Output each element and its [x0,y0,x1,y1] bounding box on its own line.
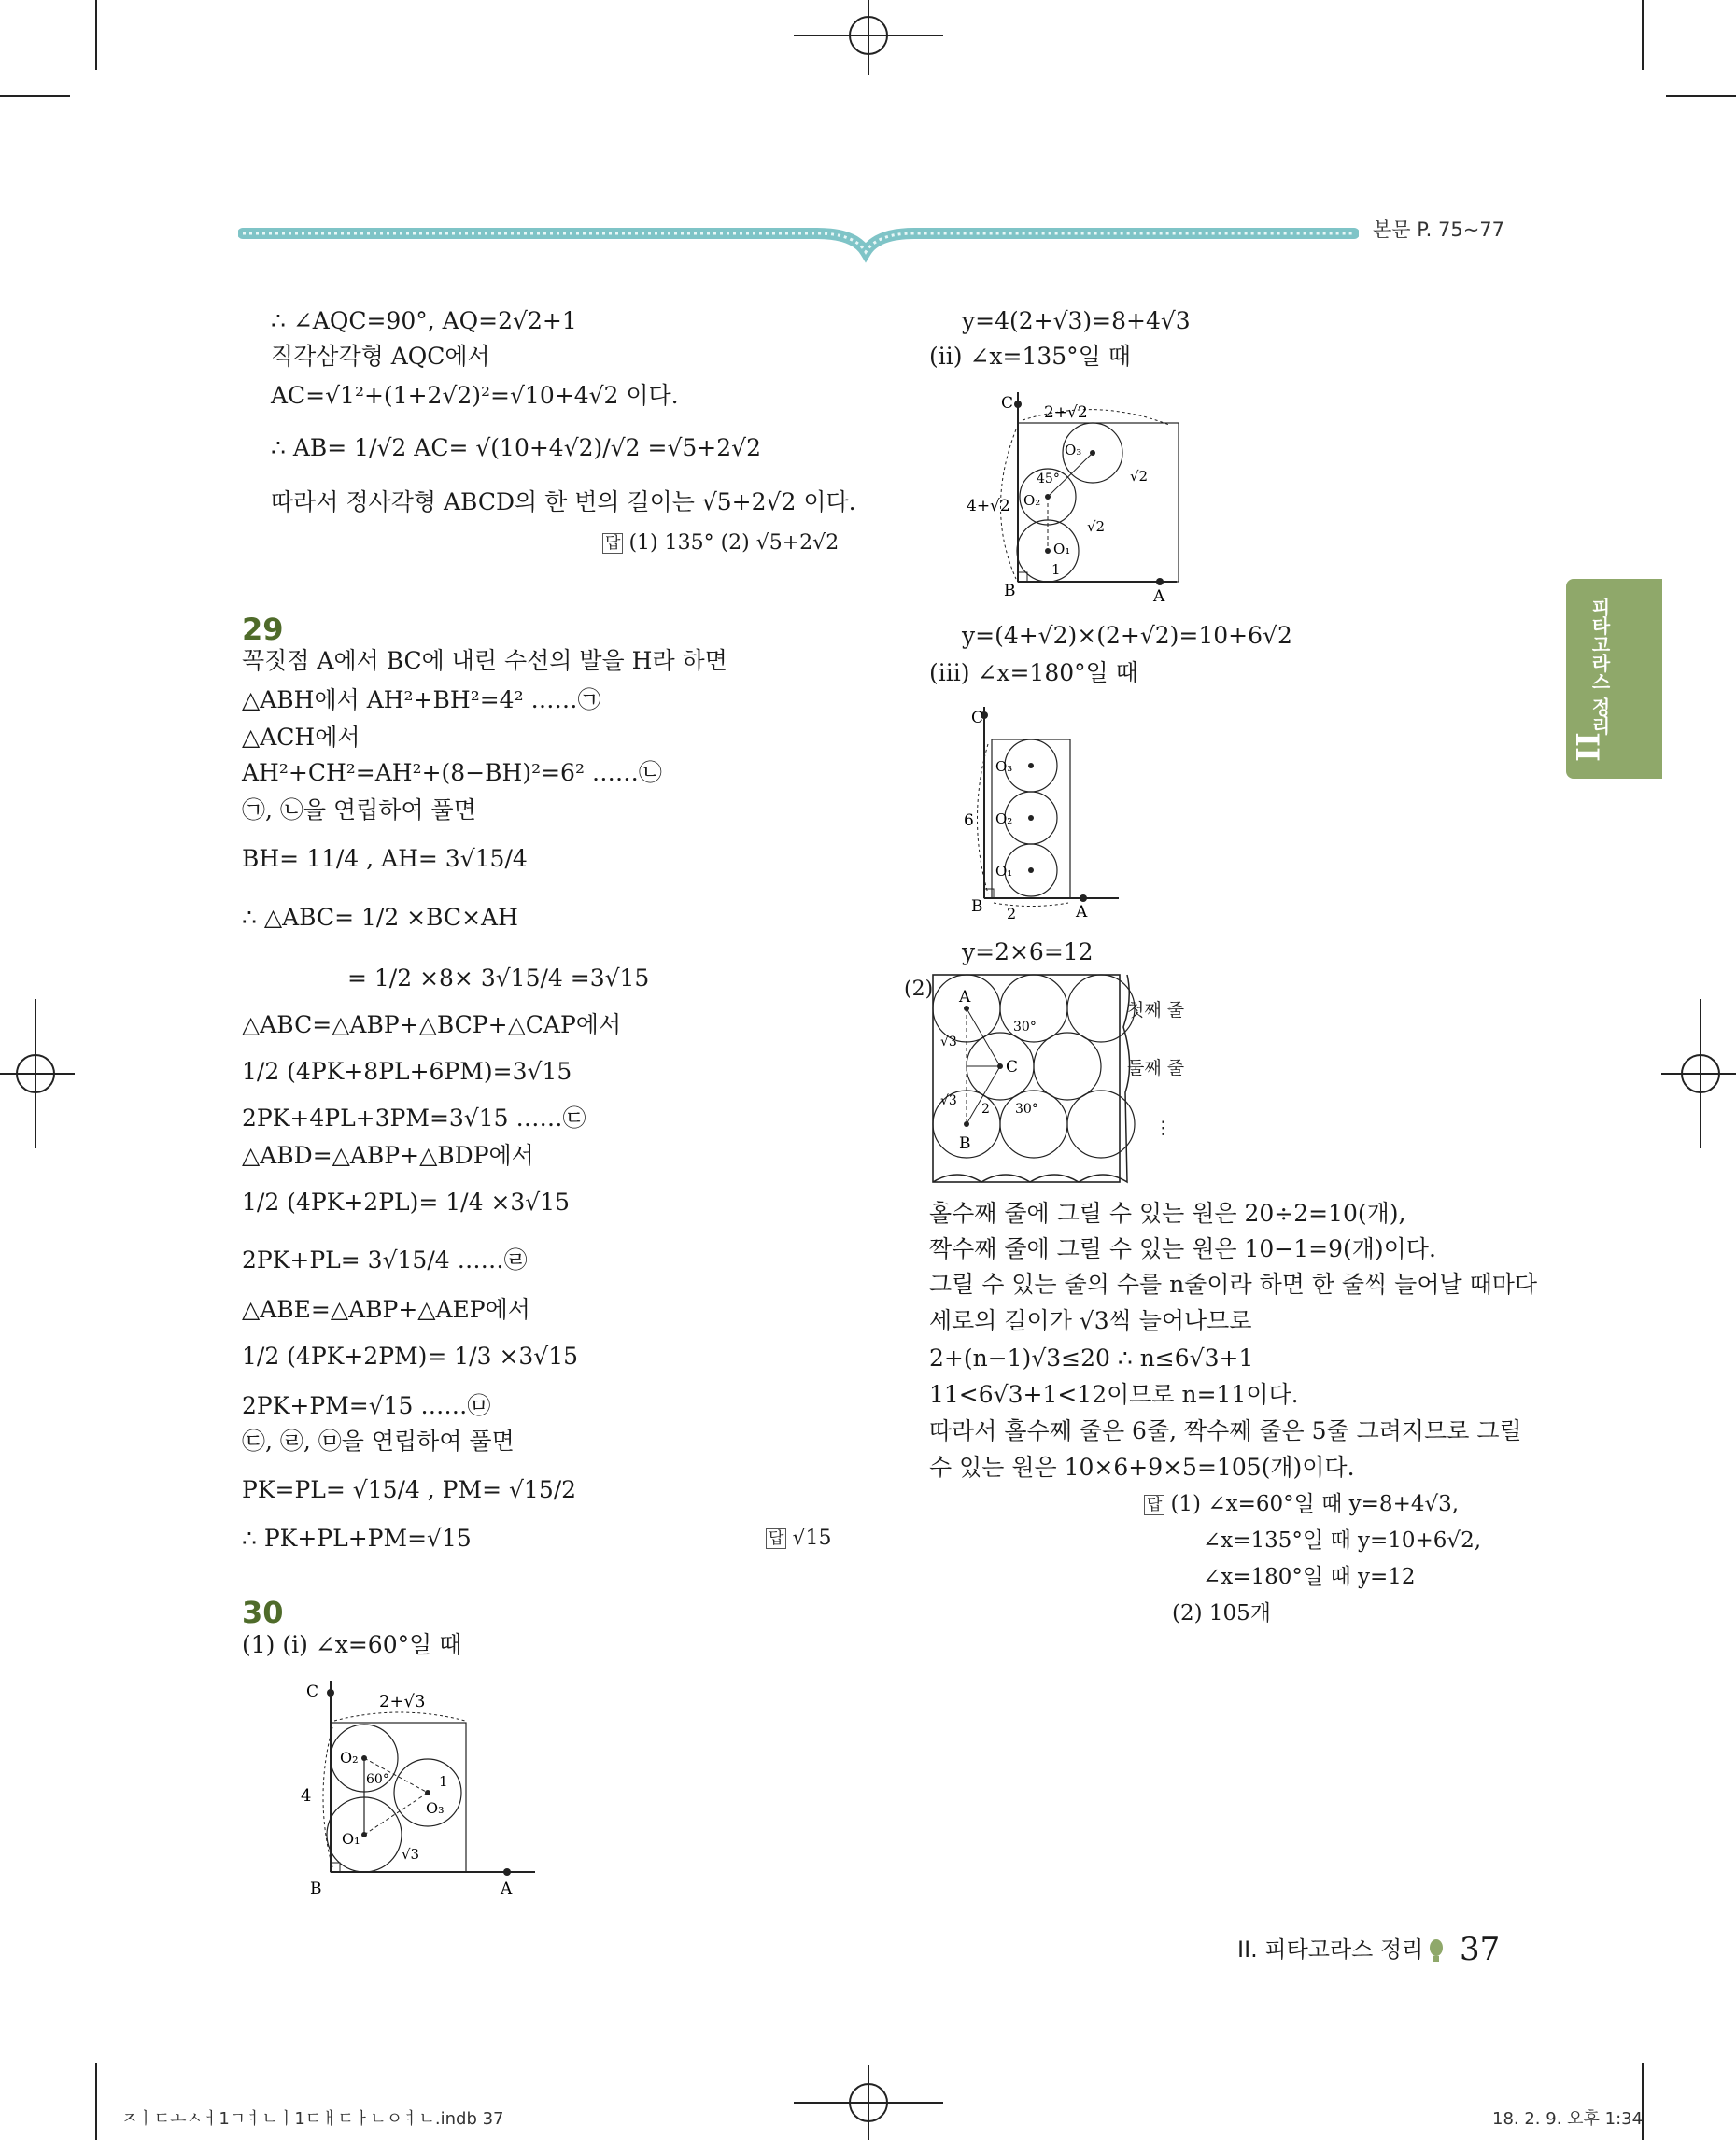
answer-line: (2) 105개 [1172,1601,1272,1626]
solution-line: y=2×6=12 [962,938,1094,965]
answer-line [602,527,839,560]
solution-line: AH²+CH²=AH²+(8−BH)²=6² ……㉡ [242,759,662,786]
solution-line: 그릴 수 있는 줄의 수를 n줄이라 하면 한 줄씩 늘어날 때마다 [929,1271,1538,1298]
solution-line: 2PK+PL= 3√15/4 ……㉣ [242,1246,528,1274]
figure-60deg [297,1676,549,1895]
footer-section: II. 피타고라스 정리 [1237,1936,1424,1963]
solution-line: 짝수째 줄에 그릴 수 있는 원은 10−1=9(개)이다. [929,1235,1436,1262]
solution-line: ∴ ∠AQC=90°, AQ=2√2+1 [271,307,577,334]
label-root3: √3 [402,1846,420,1863]
solution-line: = 1/2 ×8× 3√15/4 =3√15 [347,964,650,992]
label-side: 4+√2 [967,497,1010,515]
solution-line: BH= 11/4 , AH= 3√15/4 [242,845,528,872]
file-name: ㅈㅣㄷㅗㅅㅓ1ㄱㅕㄴㅣ1ㄷㅐㄷㅏㄴㅇㅕㄴ.indb 37 [121,2109,504,2129]
label-o1: O₁ [1053,541,1071,557]
registration-mark-top [794,0,943,75]
label-o3: O₃ [426,1799,445,1817]
row-label-second: 둘째 줄 [1127,1058,1185,1078]
label-o3: O₃ [1065,442,1082,458]
answer-mark: 답 [1144,1495,1164,1515]
solution-line: △ACH에서 [242,724,360,751]
row-label-first: 첫째 줄 [1127,1000,1185,1021]
label-o1: O₁ [995,863,1013,880]
solution-line: 따라서 홀수째 줄은 6줄, 짝수째 줄은 5줄 그려지므로 그릴 [929,1417,1522,1444]
label-one: 1 [439,1773,448,1790]
label-o2: O₂ [995,810,1013,827]
answer-line [1144,1487,1459,1521]
solution-line: 세로의 길이가 √3씩 늘어나므로 [929,1307,1252,1334]
label-a: A [959,988,971,1007]
solution-line: 1/2 (4PK+2PM)= 1/3 ×3√15 [242,1343,579,1370]
solution-line: y=4(2+√3)=8+4√3 [962,307,1191,334]
label-angle: 45° [1037,472,1060,486]
registration-mark-right [1661,999,1736,1148]
label-o3: O₃ [995,758,1013,775]
crop-mark [1666,95,1736,97]
answer-text: (1) 135° (2) √5+2√2 [628,531,840,555]
solution-line: 2PK+PM=√15 ……㉤ [242,1392,491,1419]
solution-line: (ii) ∠x=135°일 때 [929,343,1131,370]
label-root3b: √3 [940,1093,957,1108]
label-side: 6 [964,811,974,830]
label-two: 2 [981,1102,990,1117]
solution-line: 2PK+4PL+3PM=3√15 ……㉢ [242,1105,586,1132]
label-o2: O₂ [1023,492,1041,509]
row-label-more: ⋮ [1154,1118,1172,1138]
label-b: B [971,897,983,916]
solution-line: ㉠, ㉡을 연립하여 풀면 [242,796,476,824]
label-a: A [501,1880,513,1895]
label-angle: 60° [366,1772,389,1787]
header-ribbon [238,217,1359,263]
label-b: B [1004,582,1016,600]
solution-line: 직각삼각형 AQC에서 [271,343,490,370]
crop-mark [95,2063,97,2140]
label-side: 4 [301,1786,312,1806]
answer-line: ∠x=135°일 때 y=10+6√2, [1203,1528,1482,1553]
answer-mark: 답 [766,1528,786,1549]
solution-line: △ABH에서 AH²+BH²=4² ……㉠ [242,686,601,713]
problem-number: 29 [242,612,284,647]
figure-180deg [962,702,1130,922]
solution-line: 홀수째 줄에 그릴 수 있는 원은 20÷2=10(개), [929,1200,1406,1227]
solution-line: 수 있는 원은 10×6+9×5=105(개)이다. [929,1454,1355,1481]
label-c: C [971,709,984,727]
solution-line: 1/2 (4PK+2PL)= 1/4 ×3√15 [242,1189,571,1216]
label-o2: O₂ [340,1749,359,1767]
page-number: 37 [1460,1931,1501,1968]
solution-line: △ABC=△ABP+△BCP+△CAP에서 [242,1011,622,1038]
solution-line: AC=√1²+(1+2√2)²=√10+4√2 이다. [271,382,679,409]
registration-mark-left [0,999,75,1148]
label-angle1: 30° [1013,1020,1037,1035]
answer-line: ∠x=180°일 때 y=12 [1203,1565,1416,1589]
solution-line: ∴ PK+PL+PM=√15 [242,1525,472,1552]
label-root3a: √3 [940,1035,957,1049]
solution-line: 따라서 정사각형 ABCD의 한 변의 길이는 √5+2√2 이다. [271,488,856,515]
label-one: 1 [1051,561,1061,578]
solution-line: ∴ △ABC= 1/2 ×BC×AH [242,904,518,931]
solution-line: y=(4+√2)×(2+√2)=10+6√2 [962,622,1292,649]
answer-text: √15 [792,1527,832,1550]
label-a: A [1153,587,1165,606]
answer-text: (1) ∠x=60°일 때 y=8+4√3, [1170,1492,1460,1516]
solution-line: (1) (i) ∠x=60°일 때 [242,1631,462,1658]
crop-mark [1642,0,1644,70]
label-c: C [306,1682,319,1701]
label-c: C [1001,394,1014,413]
print-stamp: 18. 2. 9. 오후 1:34 [1492,2109,1644,2129]
label-top: 2+√3 [379,1692,426,1711]
figure-135deg [962,387,1195,612]
label-c: C [1006,1058,1019,1077]
label-angle2: 30° [1015,1102,1038,1117]
solution-line: PK=PL= √15/4 , PM= √15/2 [242,1476,577,1503]
solution-line: 꼭짓점 A에서 BC에 내린 수선의 발을 H라 하면 [242,647,727,674]
answer-mark: 답 [602,533,623,554]
label-root2a: √2 [1130,468,1149,485]
solution-line: 11<6√3+1<12이므로 n=11이다. [929,1381,1299,1408]
answer-line [766,1522,831,1556]
label-a: A [1076,903,1088,922]
solution-line: △ABD=△ABP+△BDP에서 [242,1142,534,1169]
crop-mark [0,95,70,97]
label-top: 2+√2 [1044,403,1088,422]
part-label: (2) [904,978,934,1001]
chapter-tab-label: 피타고라스 정리 [1588,598,1611,735]
lightbulb-icon [1428,1938,1445,1964]
solution-line: (iii) ∠x=180°일 때 [929,659,1138,686]
solution-line: ㉢, ㉣, ㉤을 연립하여 풀면 [242,1428,515,1455]
label-root2b: √2 [1087,518,1106,535]
solution-line: ∴ AB= 1/√2 AC= √(10+4√2)/√2 =√5+2√2 [271,434,761,461]
crop-mark [95,0,97,70]
chapter-tab-roman: II [1567,732,1605,762]
problem-number: 30 [242,1595,284,1630]
label-bottom: 2 [1007,905,1017,922]
solution-line: 1/2 (4PK+8PL+6PM)=3√15 [242,1058,572,1085]
registration-mark-bottom [794,2065,943,2140]
label-o1: O₁ [342,1830,360,1848]
solution-line: △ABE=△ABP+△AEP에서 [242,1296,530,1323]
label-b: B [959,1134,971,1153]
page-ref: 본문 P. 75~77 [1373,218,1505,241]
solution-line: 2+(n−1)√3≤20 ∴ n≤6√3+1 [929,1345,1254,1372]
label-b: B [310,1880,322,1895]
